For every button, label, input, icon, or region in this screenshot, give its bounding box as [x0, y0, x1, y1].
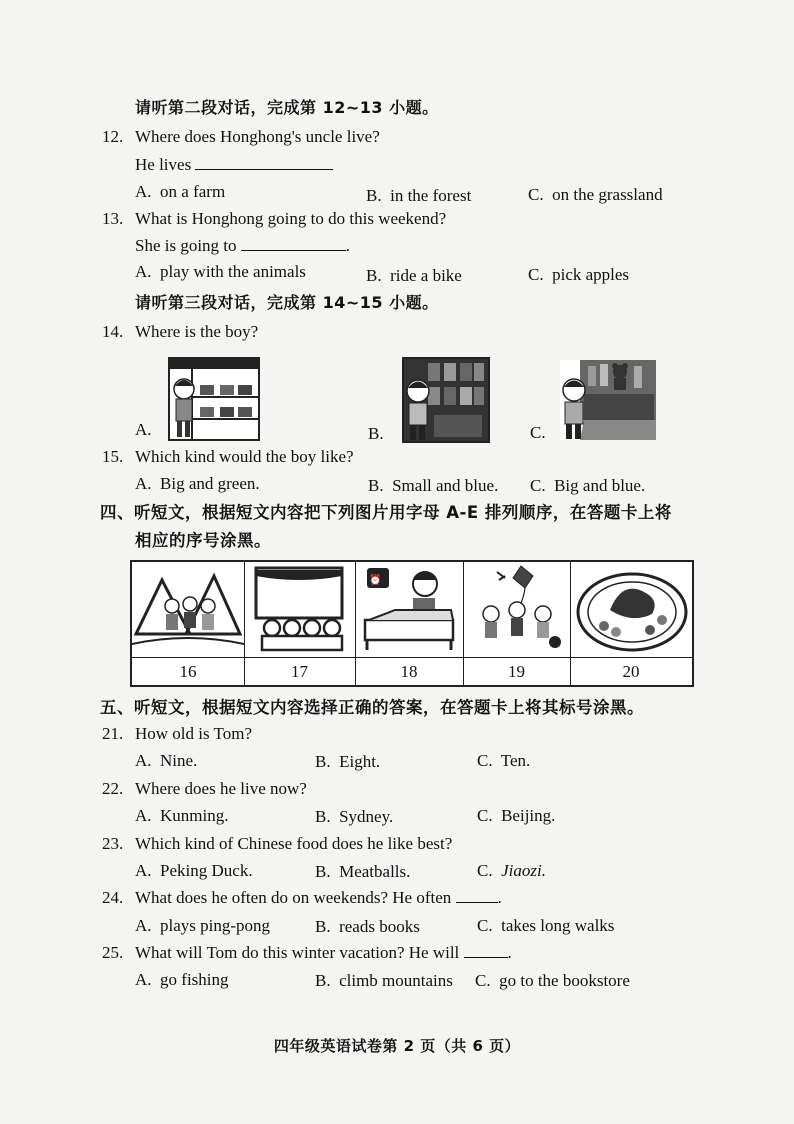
- question-number: 23.: [102, 834, 124, 853]
- toy-shop-illustration: [560, 360, 656, 440]
- answer-blank[interactable]: [456, 888, 498, 903]
- option-c[interactable]: C.: [530, 423, 546, 442]
- question-text: What is Honghong going to do this weekend?: [135, 209, 447, 228]
- answer-prefix: He lives: [135, 155, 192, 174]
- question-text: Where is the boy?: [135, 322, 259, 341]
- option-c[interactable]: C. takes long walks: [477, 916, 615, 935]
- picture-cell-bedroom: [355, 562, 464, 657]
- picture-cell-cinema: [244, 562, 356, 657]
- question-text: What does he often do on weekends? He often .: [135, 888, 502, 907]
- question-text: Where does he live now?: [135, 779, 307, 798]
- wake-up-illustration: [355, 562, 463, 657]
- picture-cell-hiking: [132, 562, 245, 657]
- question-number: 22.: [102, 779, 124, 798]
- answer-line: [135, 155, 333, 175]
- picture-label: 16: [132, 657, 245, 686]
- clothes-shop-illustration: [404, 359, 488, 441]
- option-b[interactable]: B. Small and blue.: [368, 476, 499, 495]
- question-number: 14.: [102, 322, 124, 341]
- option-b[interactable]: B. Meatballs.: [315, 862, 411, 881]
- question-text: Which kind of Chinese food does he like best?: [135, 834, 453, 853]
- section-3-instruction: 请听第三段对话，完成第 14~15 小题。: [135, 293, 439, 312]
- part-4-instruction-line-2: 相应的序号涂黑。: [135, 531, 271, 550]
- toy-shop-picture: [560, 360, 656, 440]
- option-a[interactable]: A. on a farm: [135, 182, 226, 201]
- question-number: 15.: [102, 447, 124, 466]
- shoe-shop-picture: [168, 357, 260, 441]
- question-number: 21.: [102, 724, 124, 743]
- option-b[interactable]: B.: [368, 424, 384, 443]
- option-a[interactable]: A.: [135, 420, 152, 439]
- question-text: How old is Tom?: [135, 724, 253, 743]
- shoe-shop-illustration: [170, 359, 258, 439]
- option-a[interactable]: A. go fishing: [135, 970, 229, 989]
- option-b[interactable]: B. climb mountains: [315, 971, 453, 990]
- question-number: 25.: [102, 943, 124, 962]
- option-c[interactable]: C. go to the bookstore: [475, 971, 630, 990]
- picture-label: 20: [570, 657, 692, 686]
- page-footer: 四年级英语试卷第 2 页（共 6 页）: [273, 1037, 521, 1055]
- option-b[interactable]: B. in the forest: [366, 186, 472, 205]
- option-c[interactable]: C. Jiaozi.: [477, 861, 546, 880]
- option-b[interactable]: B. reads books: [315, 917, 420, 936]
- question-text: What will Tom do this winter vacation? He will .: [135, 943, 512, 962]
- option-a[interactable]: A. Peking Duck.: [135, 861, 253, 880]
- option-c[interactable]: C. Beijing.: [477, 806, 556, 825]
- flying-kite-illustration: [463, 562, 570, 657]
- roast-duck-dinner-illustration: [570, 562, 692, 657]
- option-a[interactable]: A. Kunming.: [135, 806, 229, 825]
- question-number: 13.: [102, 209, 124, 228]
- picture-ordering-grid: [130, 560, 694, 687]
- question-number: 24.: [102, 888, 124, 907]
- option-c[interactable]: C. pick apples: [528, 265, 630, 284]
- answer-blank[interactable]: [241, 236, 346, 251]
- option-a[interactable]: A. plays ping-pong: [135, 916, 271, 935]
- question-number: 12.: [102, 127, 124, 146]
- question-text: Where does Honghong's uncle live?: [135, 127, 380, 146]
- svg-text:⏰: ⏰: [369, 575, 382, 586]
- section-2-instruction: 请听第二段对话，完成第 12~13 小题。: [135, 98, 439, 117]
- option-a[interactable]: A. Nine.: [135, 751, 198, 770]
- answer-line: She is going to .: [135, 236, 351, 255]
- answer-blank[interactable]: [464, 943, 508, 958]
- part-4-instruction-line-1: 四、听短文，根据短文内容把下列图片用字母 A-E 排列顺序，在答题卡上将: [100, 503, 672, 522]
- picture-label: 17: [244, 657, 356, 686]
- option-b[interactable]: B. ride a bike: [366, 266, 462, 285]
- option-c[interactable]: C. Big and blue.: [530, 476, 646, 495]
- clothes-shop-picture: [402, 357, 490, 443]
- answer-blank[interactable]: [195, 155, 333, 170]
- picture-cell-kite: [463, 562, 571, 657]
- mountain-hiking-illustration: [132, 562, 244, 657]
- option-c[interactable]: C. on the grassland: [528, 185, 663, 204]
- question-text: Which kind would the boy like?: [135, 447, 354, 466]
- part-5-instruction: 五、听短文，根据短文内容选择正确的答案，在答题卡上将其标号涂黑。: [100, 698, 644, 717]
- cinema-illustration: [244, 562, 355, 657]
- picture-label: 18: [355, 657, 464, 686]
- option-a[interactable]: A. Big and green.: [135, 474, 260, 493]
- picture-cell-dinner: [570, 562, 692, 657]
- option-b[interactable]: B. Sydney.: [315, 807, 394, 826]
- option-b[interactable]: B. Eight.: [315, 752, 381, 771]
- picture-label: 19: [463, 657, 571, 686]
- option-c[interactable]: C. Ten.: [477, 751, 531, 770]
- option-a[interactable]: A. play with the animals: [135, 262, 306, 281]
